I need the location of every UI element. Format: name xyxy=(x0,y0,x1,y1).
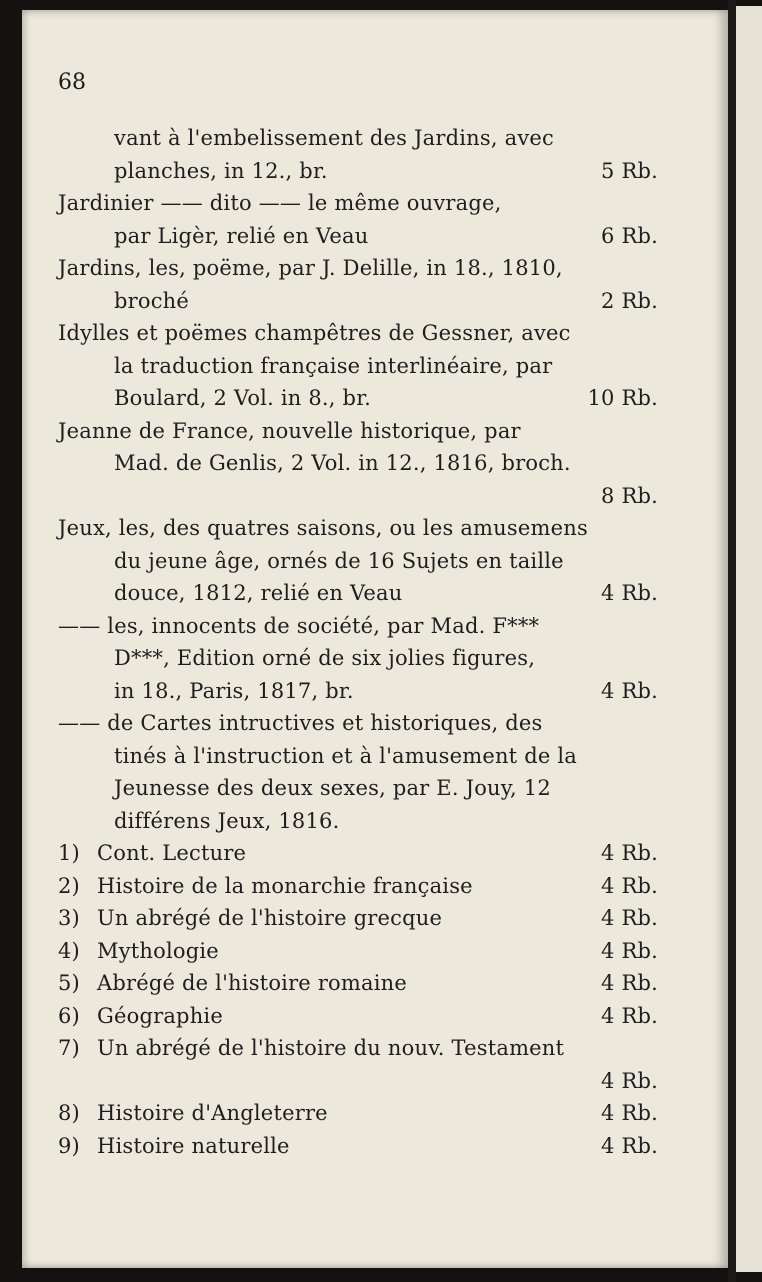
entry-price: 4 Rb. xyxy=(601,1101,658,1125)
entry-price: 10 Rb. xyxy=(587,386,658,410)
entry-text: du jeune âge, ornés de 16 Sujets en taille xyxy=(114,548,564,573)
catalog-line xyxy=(22,1101,728,1134)
item-number: 1) xyxy=(58,841,80,865)
item-number: 8) xyxy=(58,1101,80,1125)
entry-price: 4 Rb. xyxy=(601,971,658,995)
catalog-line xyxy=(22,614,728,647)
catalog-line xyxy=(22,581,728,614)
catalog-line xyxy=(22,646,728,679)
entry-text: Mythologie xyxy=(97,938,219,963)
catalog-line xyxy=(22,549,728,582)
item-number: 5) xyxy=(58,971,80,995)
entry-text: Idylles et poëmes champêtres de Gessner, avec xyxy=(58,321,571,345)
item-number: 6) xyxy=(58,1003,80,1028)
entry-text: —— de Cartes intructives et historiques, des xyxy=(58,711,543,735)
entry-text: —— les, innocents de société, par Mad. F*** xyxy=(58,613,540,638)
entry-price: 4 Rb. xyxy=(601,841,658,865)
catalog-line xyxy=(22,224,728,257)
book-page xyxy=(22,10,728,1268)
entry-text: Géographie xyxy=(97,1003,223,1028)
entry-price: 4 Rb. xyxy=(601,581,658,605)
catalog-line xyxy=(22,1069,728,1102)
catalog-line xyxy=(22,419,728,452)
catalog-line xyxy=(22,256,728,289)
catalog-line xyxy=(22,126,728,159)
entry-text: Histoire naturelle xyxy=(97,1133,290,1158)
catalog-line xyxy=(22,159,728,192)
entry-price: 6 Rb. xyxy=(601,223,658,248)
catalog-line xyxy=(22,874,728,907)
catalog-line xyxy=(22,386,728,419)
entry-price: 2 Rb. xyxy=(601,288,658,313)
catalog-line xyxy=(22,484,728,517)
entry-text: planches, in 12., br. xyxy=(114,158,328,183)
entry-text: Abrégé de l'histoire romaine xyxy=(97,971,407,995)
entry-text: Jeanne de France, nouvelle historique, par xyxy=(58,418,521,443)
catalog-line xyxy=(22,939,728,972)
item-number: 4) xyxy=(58,938,80,963)
entry-price: 5 Rb. xyxy=(601,158,658,183)
catalog-line xyxy=(22,679,728,712)
item-number: 2) xyxy=(58,873,80,898)
entry-price: 4 Rb. xyxy=(601,906,658,930)
entry-text: Jardins, les, poëme, par J. Delille, in 18., 1810, xyxy=(58,256,563,280)
catalog-line xyxy=(22,321,728,354)
catalog-line xyxy=(22,744,728,777)
catalog-line xyxy=(22,776,728,809)
catalog-line xyxy=(22,809,728,842)
item-number: 7) xyxy=(58,1036,80,1060)
entry-text: Histoire de la monarchie française xyxy=(97,873,473,898)
entry-text: Histoire d'Angleterre xyxy=(97,1101,328,1125)
catalog-line xyxy=(22,451,728,484)
entry-text: par Ligèr, relié en Veau xyxy=(114,223,369,248)
catalog-line xyxy=(22,906,728,939)
catalog-line xyxy=(22,354,728,387)
entry-text: Jeux, les, des quatres saisons, ou les amusemens xyxy=(58,516,588,540)
book-gutter xyxy=(728,0,736,1282)
entry-text: in 18., Paris, 1817, br. xyxy=(114,678,354,703)
catalog-line xyxy=(22,1036,728,1069)
entry-text: tinés à l'instruction et à l'amusement de la xyxy=(114,743,577,768)
catalog-line xyxy=(22,1004,728,1037)
entry-price: 8 Rb. xyxy=(601,483,658,508)
entry-price: 4 Rb. xyxy=(601,873,658,898)
entry-text: D***, Edition orné de six jolies figures, xyxy=(114,646,536,670)
entry-price: 4 Rb. xyxy=(601,678,658,703)
catalog-line xyxy=(22,289,728,322)
entry-text: la traduction française interlinéaire, par xyxy=(114,353,553,378)
entry-text: Mad. de Genlis, 2 Vol. in 12., 1816, broch. xyxy=(114,451,571,475)
catalog-line xyxy=(22,711,728,744)
catalog-line xyxy=(22,516,728,549)
entry-text: Cont. Lecture xyxy=(97,841,247,865)
entry-text: différens Jeux, 1816. xyxy=(114,808,340,833)
entry-price: 4 Rb. xyxy=(601,1133,658,1158)
entry-text: Jardinier —— dito —— le même ouvrage, xyxy=(58,191,502,215)
entry-text: broché xyxy=(114,288,190,313)
entry-text: douce, 1812, relié en Veau xyxy=(114,581,403,605)
entry-price: 4 Rb. xyxy=(601,1068,658,1093)
entry-price: 4 Rb. xyxy=(601,938,658,963)
entry-price: 4 Rb. xyxy=(601,1003,658,1028)
entry-text: Un abrégé de l'histoire du nouv. Testament xyxy=(97,1036,565,1060)
catalog-line xyxy=(22,841,728,874)
entry-text: Un abrégé de l'histoire grecque xyxy=(97,906,443,930)
item-number: 3) xyxy=(58,906,80,930)
page-number: 68 xyxy=(58,70,86,95)
catalog-line xyxy=(22,191,728,224)
catalog-line xyxy=(22,1134,728,1167)
facing-page-edge xyxy=(736,6,762,1272)
entry-text: Boulard, 2 Vol. in 8., br. xyxy=(114,386,372,410)
entry-text: Jeunesse des deux sexes, par E. Jouy, 12 xyxy=(114,776,551,800)
item-number: 9) xyxy=(58,1133,80,1158)
entry-text: vant à l'embelissement des Jardins, avec xyxy=(114,126,554,150)
catalog-line xyxy=(22,971,728,1004)
